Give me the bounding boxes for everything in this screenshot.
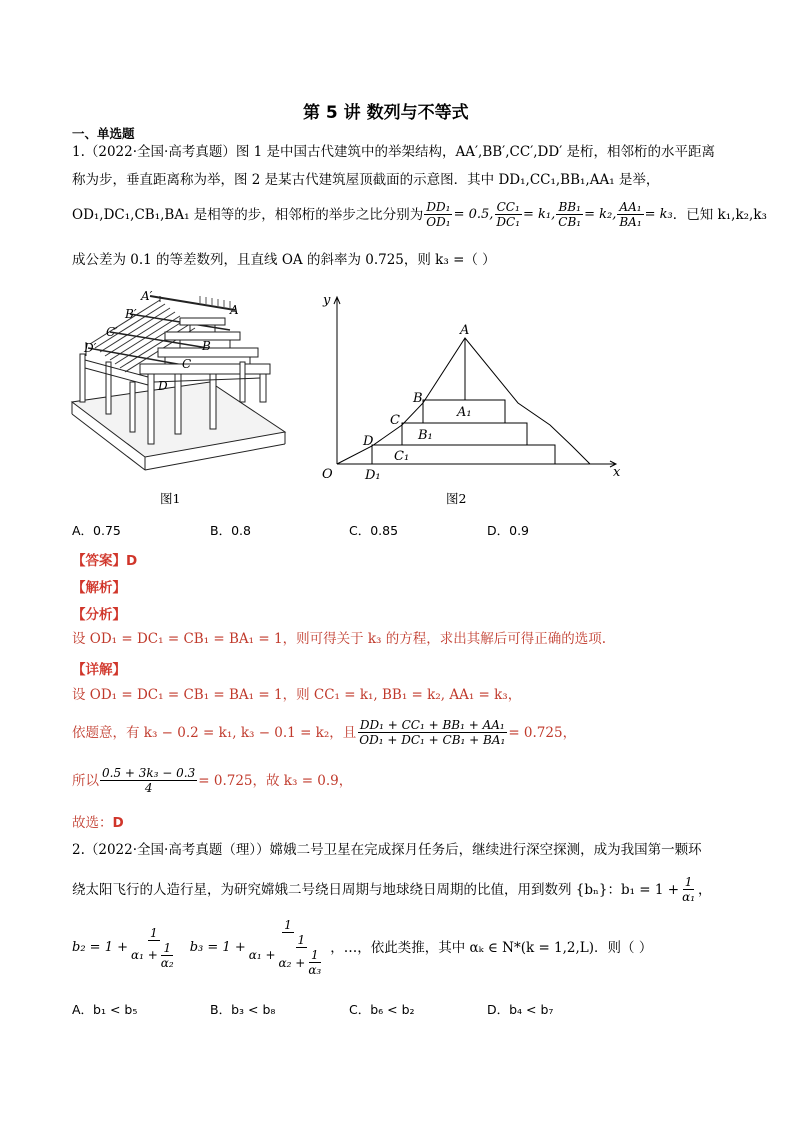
fig2-label-d: D xyxy=(363,434,374,449)
detail-line-2 xyxy=(72,718,576,747)
q1-line2: 称为步，垂直距离称为举，图 2 是某古代建筑屋顶截面的示意图．其中 DD₁,CC₁,BB₁,AA₁ 是举， xyxy=(72,172,660,188)
big-fraction: $\frac{\text{DD₁ + CC₁ + BB₁ + AA₁}}{\text{OD₁ + DC₁ + CB₁ + BA₁}}$ xyxy=(359,718,506,747)
fig1-label-d: D xyxy=(158,379,168,393)
fig1-label-b-prime: B′ xyxy=(125,307,137,321)
q2-option-a[interactable]: A．b₁ < b₅ xyxy=(72,1002,138,1017)
q1-option-a[interactable]: A．0.75 xyxy=(72,523,121,538)
choose-answer: D xyxy=(112,815,124,831)
answer-tag: 【答案】 xyxy=(72,553,126,569)
fig2-label-c: C xyxy=(390,413,400,428)
figure-1-caption: 图1 xyxy=(160,491,181,506)
ratio-eq-3: = k₂, xyxy=(584,206,617,222)
fig1-label-a-prime: A′ xyxy=(141,289,153,303)
figure-1-roof-structure xyxy=(70,282,290,482)
fenxi-text: 设 OD₁ = DC₁ = CB₁ = BA₁ = 1，则可得关于 k₃ 的方程，求出其解后可得正确的选项. xyxy=(72,631,607,647)
q2-line2: 绕太阳飞行的人造行星，为研究嫦娥二号绕日周期与地球绕日周期的比值，用到数列 {bₙ}：b₁ = 1 + $\frac{1}{\text{α₁}}$ ， xyxy=(72,875,712,904)
q1-line3-suffix: ．已知 k₁,k₂,k₃ xyxy=(672,206,767,223)
fig2-label-b1: B₁ xyxy=(418,428,433,443)
b2-lead: b₂ = 1 + xyxy=(72,939,128,955)
answer-line xyxy=(72,549,137,569)
fig2-label-b: B xyxy=(413,391,423,406)
q1-line4: 成公差为 0.1 的等差数列，且直线 OA 的斜率为 0.725，则 k₃ =（ ） xyxy=(72,252,496,268)
page-title: 第 5 讲 数列与不等式 xyxy=(303,103,469,123)
fig2-label-d1: D₁ xyxy=(365,468,381,483)
detail-line-2-suffix: = 0.725， xyxy=(508,724,577,741)
q1-line3 xyxy=(72,200,767,229)
detail-line-1: 设 OD₁ = DC₁ = CB₁ = BA₁ = 1，则 CC₁ = k₁, BB₁ = k₂, AA₁ = k₃， xyxy=(72,687,522,703)
q1-line3-prefix: OD₁,DC₁,CB₁,BA₁ 是相等的步，相邻桁的举步之比分别为 xyxy=(72,206,424,223)
choose-label: 故选： xyxy=(72,815,113,831)
b2-fraction: 1 α₁ + $\frac{1}{\text{α₂}}$ xyxy=(131,925,174,970)
fenxi-tag: 【分析】 xyxy=(72,607,126,623)
figure-2-roof-section xyxy=(310,290,630,485)
choose-line xyxy=(72,812,124,832)
fig1-label-a: A xyxy=(230,303,239,317)
q2-option-b[interactable]: B．b₃ < b₈ xyxy=(210,1002,276,1017)
fig1-label-c-prime: C′ xyxy=(106,325,118,339)
figure-2-caption: 图2 xyxy=(446,491,467,506)
ratio-eq-4: = k₃ xyxy=(644,206,673,222)
q2-option-d[interactable]: D．b₄ < b₇ xyxy=(487,1002,554,1017)
fig2-label-c1: C₁ xyxy=(394,449,410,464)
section-heading: 一、单选题 xyxy=(72,126,135,141)
q2-line1: 2.（2022·全国·高考真题（理））嫦娥二号卫星在完成探月任务后，继续进行深空探测，成为我国第一颗环 xyxy=(72,842,702,858)
b1-fraction: $\frac{1}{\text{α₁}}$ xyxy=(682,875,696,904)
q1-option-c[interactable]: C．0.85 xyxy=(349,523,399,538)
fig2-label-a1: A₁ xyxy=(457,405,472,420)
b3-lead: b₃ = 1 + xyxy=(189,939,246,955)
detail-line-2-prefix: 依题意，有 k₃ − 0.2 = k₁, k₃ − 0.1 = k₂，且 xyxy=(72,724,357,741)
b3-fraction: 1 α₁ + 1 α₂ + $\frac{1}{\text{α₃}}$ xyxy=(248,918,322,977)
ratio-fraction-4: $\frac{\text{AA₁}}{\text{BA₁}}$ xyxy=(619,200,642,229)
q1-option-b[interactable]: B．0.8 xyxy=(210,523,251,538)
ratio-fraction-2: $\frac{\text{CC₁}}{\text{DC₁}}$ xyxy=(496,200,521,229)
q1-line1: 1.（2022·全国·高考真题）图 1 是中国古代建筑中的举架结构，AA′,BB′,CC′,DD′ 是桁，相邻桁的水平距离 xyxy=(72,144,716,160)
answer-value: D xyxy=(126,553,138,569)
detail-line-3-prefix: 所以 xyxy=(72,772,99,789)
analysis-tag: 【解析】 xyxy=(72,580,126,596)
ratio-fraction-3: $\frac{\text{BB₁}}{\text{CB₁}}$ xyxy=(558,200,582,229)
detail-line-3 xyxy=(72,766,352,795)
q2-line3 xyxy=(72,918,652,977)
fig2-label-a: A xyxy=(460,323,470,338)
ratio-fraction-1: $\frac{\text{DD₁}}{\text{OD₁}}$ xyxy=(426,200,451,229)
fig1-label-b: B xyxy=(202,339,211,353)
fig2-origin: O xyxy=(322,467,333,482)
fig1-label-d-prime: D′ xyxy=(84,341,97,355)
fig2-axis-y: y xyxy=(323,293,331,308)
q2-option-c[interactable]: C．b₆ < b₂ xyxy=(349,1002,415,1017)
ratio-eq-1: = 0.5, xyxy=(453,206,494,222)
ratio-eq-2: = k₁, xyxy=(523,206,556,222)
detail-tag: 【详解】 xyxy=(72,662,126,678)
q1-option-d[interactable]: D．0.9 xyxy=(487,523,530,538)
detail-line-3-suffix: = 0.725，故 k₃ = 0.9， xyxy=(198,772,353,789)
sum-fraction: $\frac{\text{0.5 + 3k₃ − 0.3}}{4}$ xyxy=(102,766,196,795)
q2-line3-suffix: ，…，依此类推，其中 αₖ ∈ N*(k = 1,2,L)．则（ ） xyxy=(330,939,653,956)
fig1-label-c: C xyxy=(182,357,192,371)
fig2-axis-x: x xyxy=(613,465,621,480)
q2-line2-text: 绕太阳飞行的人造行星，为研究嫦娥二号绕日周期与地球绕日周期的比值，用到数列 {bₙ}：b₁ = 1 + xyxy=(72,881,680,898)
